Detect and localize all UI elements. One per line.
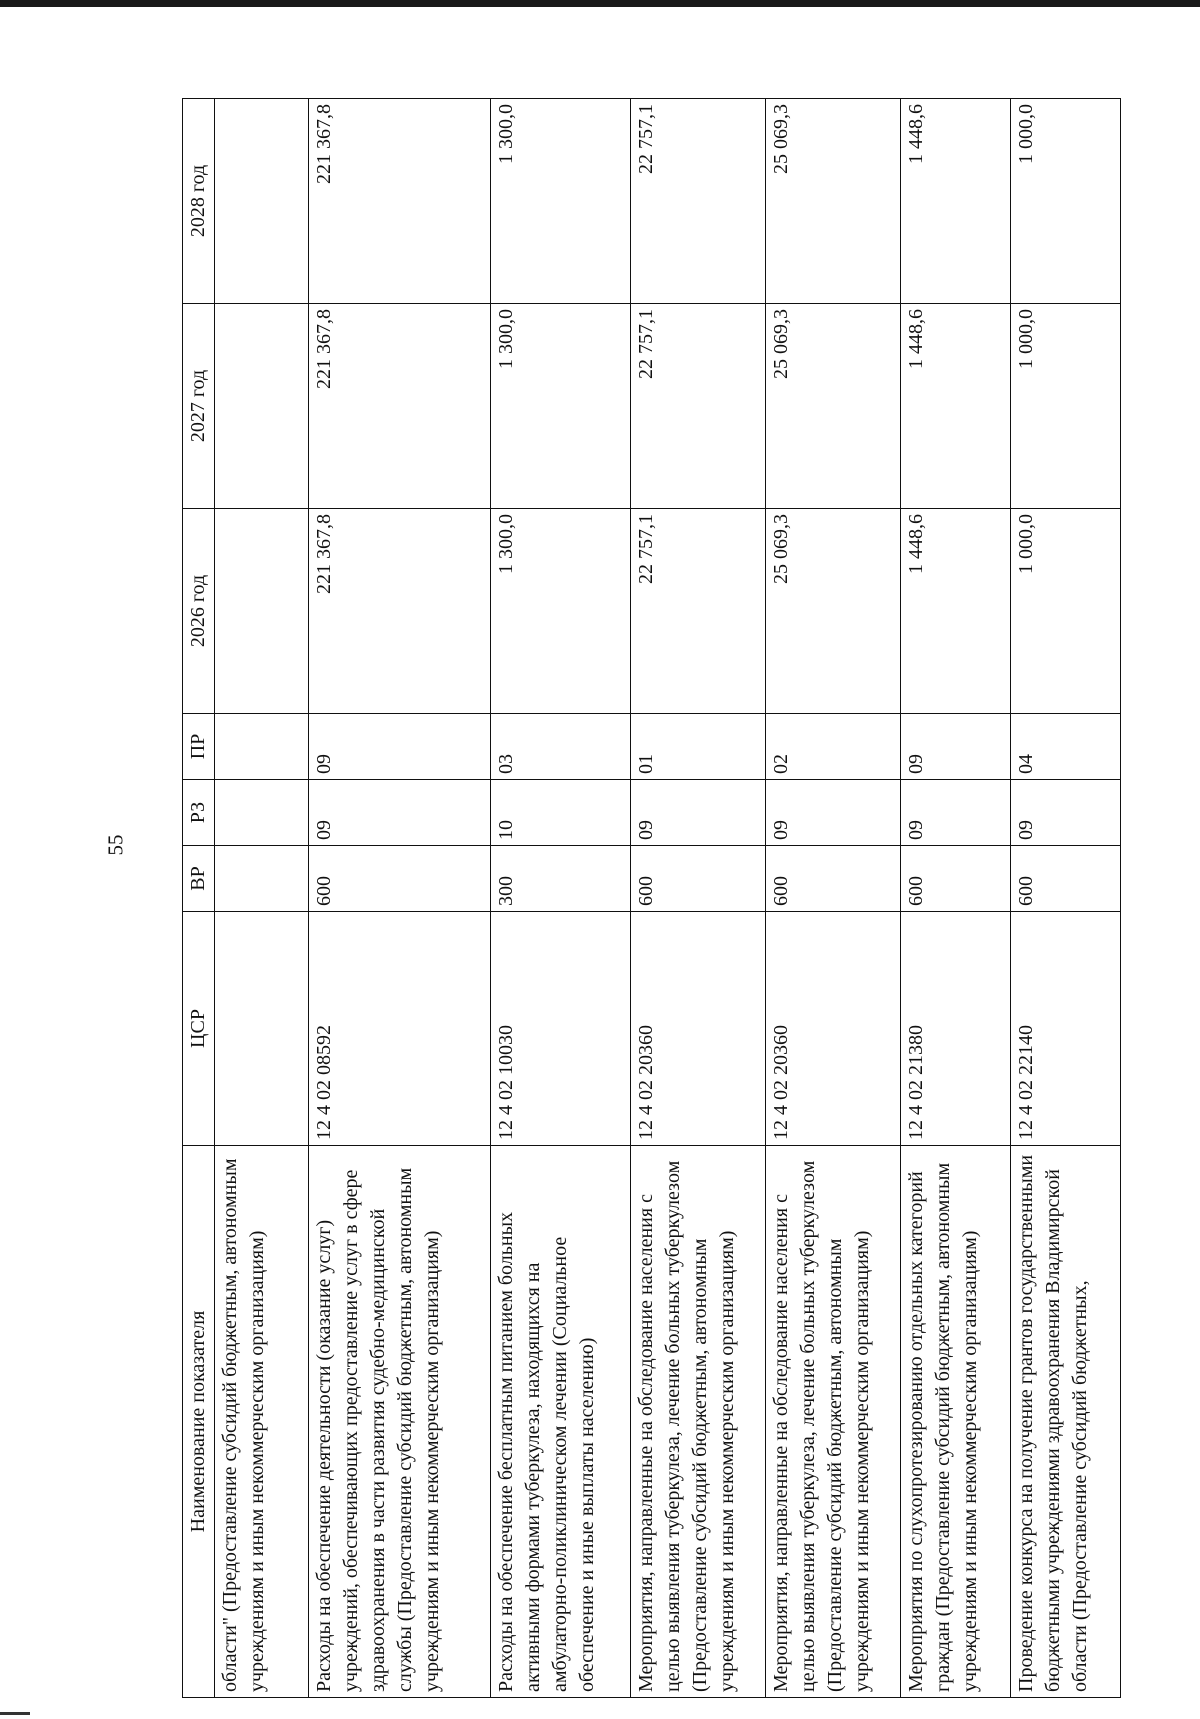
cell-pr: 02 [766, 714, 901, 780]
cell-rz: 09 [1011, 780, 1121, 846]
cell-name: Проведение конкурса на получение грантов государственными бюджетными учреждениями здравоохранения Владимирской области (Предоставление субсидий бюджетных, [1011, 1146, 1121, 1698]
scan-edge-top [0, 0, 1200, 7]
budget-table [182, 98, 1121, 1698]
cell-csr: 12 4 02 21380 [901, 912, 1011, 1146]
cell-2026: 1 448,6 [901, 509, 1011, 714]
cell-vr: 600 [309, 846, 491, 912]
cell-name: Мероприятия, направленные на обследование населения с целью выявления туберкулеза, лечение больных туберкулезом (Предоставление субсидий бюджетным, автономным учреждениям и иным некоммерческим организациям) [766, 1146, 901, 1698]
table-row [901, 99, 1011, 1698]
cell-2028: 221 367,8 [309, 99, 491, 304]
cell-2027: 1 000,0 [1011, 304, 1121, 509]
cell-pr: 04 [1011, 714, 1121, 780]
table-row [215, 99, 309, 1698]
cell-2026: 25 069,3 [766, 509, 901, 714]
cell-vr: 600 [1011, 846, 1121, 912]
cell-name: Расходы на обеспечение деятельности (оказание услуг) учреждений, обеспечивающих предоставление услуг в сфере здравоохранения в части развития судебно-медицинской службы (Предоставление субсидий бюджетным, автономным учреждениям и иным некоммерческим организациям) [309, 1146, 491, 1698]
header-csr: ЦСР [183, 912, 215, 1146]
header-2027: 2027 год [183, 304, 215, 509]
cell-2028 [215, 99, 309, 304]
cell-2026 [215, 509, 309, 714]
table-row [1011, 99, 1121, 1698]
cell-2027: 25 069,3 [766, 304, 901, 509]
cell-2028: 1 448,6 [901, 99, 1011, 304]
cell-name: Расходы на обеспечение бесплатным питанием больных активными формами туберкулеза, находящихся на амбулаторно-поликлиническом лечении (Социальное обеспечение и иные выплаты населению) [491, 1146, 631, 1698]
rotated-table-wrapper [182, 103, 1091, 1698]
table-row [766, 99, 901, 1698]
table-row [491, 99, 631, 1698]
cell-pr [215, 714, 309, 780]
header-rz: РЗ [183, 780, 215, 846]
cell-2027: 221 367,8 [309, 304, 491, 509]
cell-csr: 12 4 02 08592 [309, 912, 491, 1146]
cell-pr: 09 [901, 714, 1011, 780]
cell-vr: 600 [766, 846, 901, 912]
header-pr: ПР [183, 714, 215, 780]
cell-2028: 22 757,1 [631, 99, 766, 304]
cell-rz: 09 [631, 780, 766, 846]
cell-pr: 09 [309, 714, 491, 780]
table-row [309, 99, 491, 1698]
cell-pr: 03 [491, 714, 631, 780]
cell-name: области" (Предоставление субсидий бюджетным, автономным учреждениям и иным некоммерческим организациям) [215, 1146, 309, 1698]
cell-rz [215, 780, 309, 846]
cell-rz: 09 [901, 780, 1011, 846]
cell-2027: 1 300,0 [491, 304, 631, 509]
table-row [631, 99, 766, 1698]
cell-2027 [215, 304, 309, 509]
cell-2028: 25 069,3 [766, 99, 901, 304]
cell-csr: 12 4 02 10030 [491, 912, 631, 1146]
cell-name: Мероприятия по слухопротезированию отдельных категорий граждан (Предоставление субсидий бюджетным, автономным учреждениям и иным некоммерческим организациям) [901, 1146, 1011, 1698]
cell-2028: 1 300,0 [491, 99, 631, 304]
cell-rz: 09 [766, 780, 901, 846]
cell-2026: 1 000,0 [1011, 509, 1121, 714]
header-2028: 2028 год [183, 99, 215, 304]
cell-csr: 12 4 02 20360 [631, 912, 766, 1146]
header-2026: 2026 год [183, 509, 215, 714]
cell-name: Мероприятия, направленные на обследование населения с целью выявления туберкулеза, лечение больных туберкулезом (Предоставление субсидий бюджетным, автономным учреждениям и иным некоммерческим организациям) [631, 1146, 766, 1698]
cell-pr: 01 [631, 714, 766, 780]
cell-2026: 221 367,8 [309, 509, 491, 714]
cell-2027: 1 448,6 [901, 304, 1011, 509]
scan-edge-bottom [0, 1712, 30, 1715]
cell-csr: 12 4 02 20360 [766, 912, 901, 1146]
cell-vr [215, 846, 309, 912]
cell-rz: 09 [309, 780, 491, 846]
cell-rz: 10 [491, 780, 631, 846]
cell-csr: 12 4 02 22140 [1011, 912, 1121, 1146]
cell-2027: 22 757,1 [631, 304, 766, 509]
page-number: 55 [103, 834, 128, 856]
cell-csr [215, 912, 309, 1146]
header-name: Наименование показателя [183, 1146, 215, 1698]
cell-2028: 1 000,0 [1011, 99, 1121, 304]
header-vr: ВР [183, 846, 215, 912]
table-header-row [183, 99, 215, 1698]
cell-2026: 1 300,0 [491, 509, 631, 714]
cell-2026: 22 757,1 [631, 509, 766, 714]
cell-vr: 600 [631, 846, 766, 912]
cell-vr: 300 [491, 846, 631, 912]
cell-vr: 600 [901, 846, 1011, 912]
